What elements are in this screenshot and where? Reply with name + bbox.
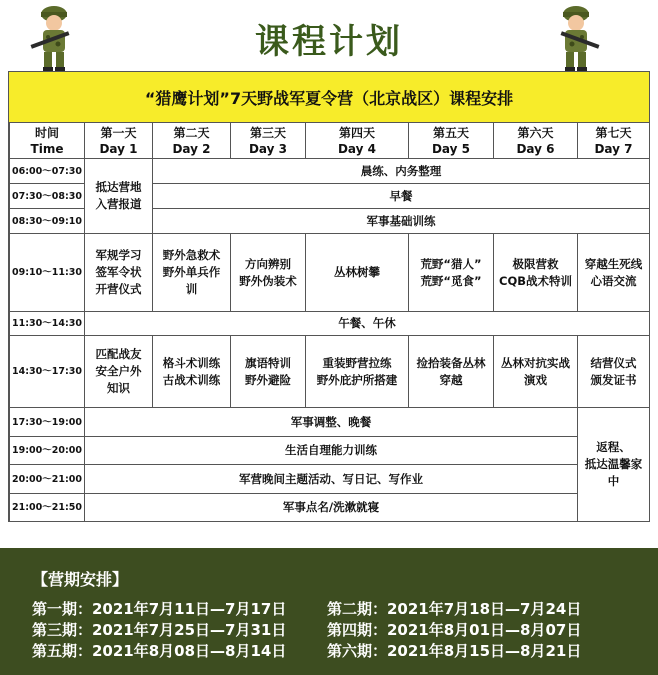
schedule-table [9,122,650,522]
schedule-table-container [8,71,650,522]
span-rollcall: 军事点名/洗漱就寝 [85,494,578,522]
time-cell: 21:00～21:50 [10,494,85,522]
span-evening: 军营晚间主题活动、写日记、写作业 [85,465,578,494]
time-cell: 09:10～11:30 [10,234,85,312]
header-day-5: 第五天 Day 5 [409,123,494,159]
time-cell: 08:30～09:10 [10,209,85,234]
morning-class-day7: 穿越生死线 心语交流 [578,234,650,312]
morning-class-day4: 丛林树攀 [306,234,409,312]
span-selfcare: 生活自理能力训练 [85,437,578,465]
header-day-2: 第二天 Day 2 [153,123,231,159]
morning-class-day2: 野外急救术 野外单兵作 训 [153,234,231,312]
header-day-4: 第四天 Day 4 [306,123,409,159]
afternoon-class-day6: 丛林对抗实战 演戏 [494,336,578,408]
header-day-3: 第三天 Day 3 [231,123,306,159]
schedule-banner: “猎鹰计划”7天野战军夏令营（北京战区）课程安排 [9,72,649,123]
time-cell: 07:30～08:30 [10,184,85,209]
header-time: 时间 Time [10,123,85,159]
span-breakfast: 早餐 [153,184,650,209]
afternoon-class-day7: 结营仪式 颁发证书 [578,336,650,408]
time-cell: 17:30～19:00 [10,408,85,437]
period-item: 第四期：2021年8月01日—8月07日 [327,621,582,639]
camp-period-footer [0,548,658,675]
period-item: 第二期：2021年7月18日—7月24日 [327,600,582,618]
time-cell: 20:00～21:00 [10,465,85,494]
time-cell: 19:00～20:00 [10,437,85,465]
header-day-1: 第一天 Day 1 [85,123,153,159]
morning-class-day3: 方向辨别 野外伪装术 [231,234,306,312]
page-header [0,0,658,70]
afternoon-class-day2: 格斗术训练 古战术训练 [153,336,231,408]
period-item: 第五期：2021年8月08日—8月14日 [32,642,287,660]
period-item: 第一期：2021年7月11日—7月17日 [32,600,287,618]
afternoon-class-day4: 重装野营拉练 野外庇护所搭建 [306,336,409,408]
day1-arrival-cell: 抵达营地 入营报道 [85,159,153,234]
header-day-6: 第六天 Day 6 [494,123,578,159]
footer-title: 【营期安排】 [32,570,129,589]
span-basic-training: 军事基础训练 [153,209,650,234]
span-dinner: 军事调整、晚餐 [85,408,578,437]
period-row [32,598,581,619]
period-item: 第六期：2021年8月15日—8月21日 [327,642,582,660]
period-row [32,619,581,640]
span-morning-exercise: 晨练、内务整理 [153,159,650,184]
soldier-icon [544,0,608,72]
afternoon-class-day5: 捡拾装备丛林 穿越 [409,336,494,408]
period-row [32,640,581,661]
morning-class-day6: 极限营救 CQB战术特训 [494,234,578,312]
day7-return-cell: 返程、 抵达温馨家 中 [578,408,650,522]
header-day-7: 第七天 Day 7 [578,123,650,159]
afternoon-class-day1: 匹配战友 安全户外 知识 [85,336,153,408]
time-cell: 06:00～07:30 [10,159,85,184]
morning-class-day1: 军规学习 签军令状 开营仪式 [85,234,153,312]
time-cell: 11:30～14:30 [10,312,85,336]
span-lunch: 午餐、午休 [85,312,650,336]
page-title: 课程计划 [255,22,403,62]
time-cell: 14:30～17:30 [10,336,85,408]
period-item: 第三期：2021年7月25日—7月31日 [32,621,287,639]
afternoon-class-day3: 旗语特训 野外避险 [231,336,306,408]
morning-class-day5: 荒野“猎人” 荒野“觅食” [409,234,494,312]
